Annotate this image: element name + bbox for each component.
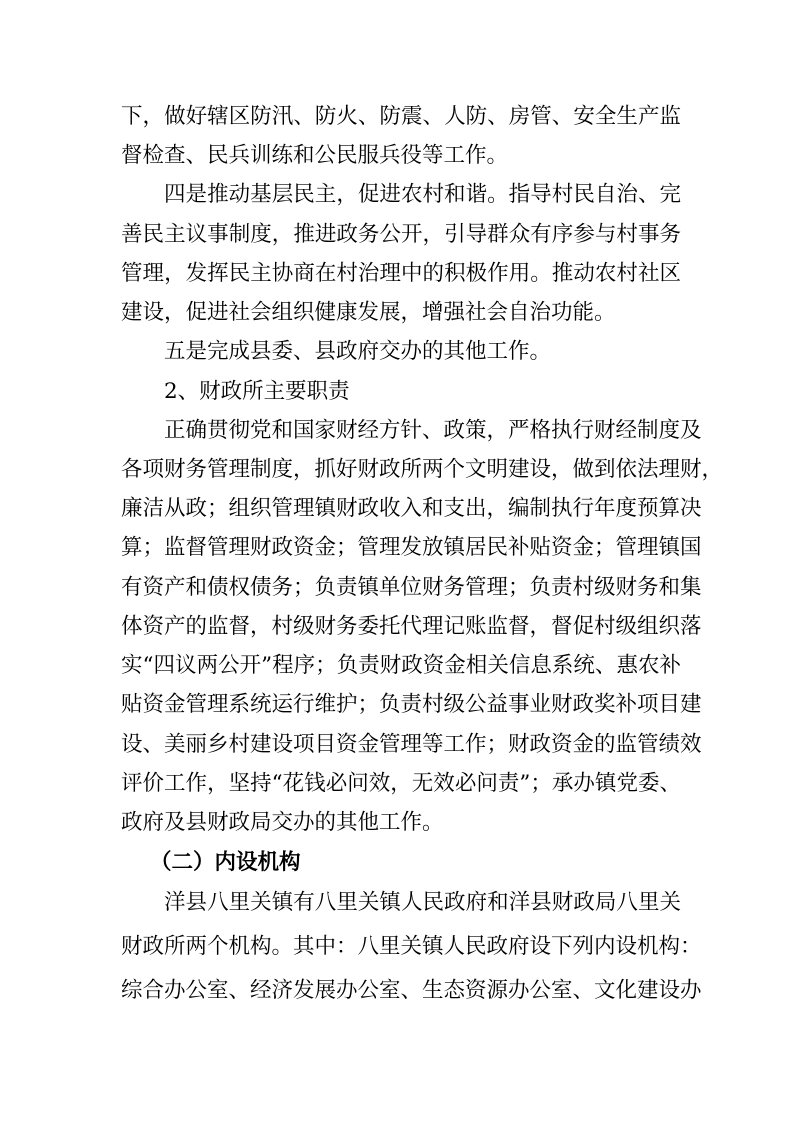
text-line-5: 管理，发挥民主协商在村治理中的积极作用。推动农村社区 (121, 261, 681, 286)
text-line-14: 体资产的监督，村级财务委托代理记账监督，督促村级组织落 (121, 614, 702, 639)
text-line-11: 廉洁从政；组织管理镇财政收入和支出，编制执行年度预算决 (121, 496, 702, 521)
text-line-18: 评价工作，坚持“花钱必问效，无效必问责”；承办镇党委、 (121, 771, 681, 796)
text-line-4: 善民主议事制度，推进政务公开，引导群众有序参与村事务 (121, 222, 681, 247)
text-line-13: 有资产和债权债务；负责镇单位财务管理；负责村级财务和集 (121, 575, 702, 600)
text-line-21: 洋县八里关镇有八里关镇人民政府和洋县财政局八里关 (164, 890, 681, 915)
text-line-12: 算；监督管理财政资金；管理发放镇居民补贴资金；管理镇国 (121, 535, 702, 560)
text-line-9: 正确贯彻党和国家财经方针、政策，严格执行财经制度及 (164, 418, 702, 443)
text-line-3: 四是推动基层民主，促进农村和谐。指导村民自治、完 (164, 182, 681, 207)
text-line-17: 设、美丽乡村建设项目资金管理等工作；财政资金的监管绩效 (121, 732, 702, 757)
text-line-6: 建设，促进社会组织健康发展，增强社会自治功能。 (121, 300, 616, 325)
text-line-15: 实“四议两公开”程序；负责财政资金相关信息系统、惠农补 (121, 653, 681, 678)
section-heading-finance-duties: 2、财政所主要职责 (164, 379, 350, 404)
text-line-10: 各项财务管理制度，抓好财政所两个文明建设，做到依法理财， (121, 457, 724, 482)
text-line-1: 下，做好辖区防汛、防火、防震、人防、房管、安全生产监 (121, 104, 681, 129)
section-heading-internal-institutions: （二）内设机构 (150, 850, 301, 875)
text-line-2: 督检查、民兵训练和公民服兵役等工作。 (121, 143, 509, 168)
text-line-7: 五是完成县委、县政府交办的其他工作。 (164, 339, 552, 364)
text-line-16: 贴资金管理系统运行维护；负责村级公益事业财政奖补项目建 (121, 692, 702, 717)
text-line-19: 政府及县财政局交办的其他工作。 (121, 810, 444, 835)
text-line-23: 综合办公室、经济发展办公室、生态资源办公室、文化建设办 (121, 978, 702, 1003)
text-line-22: 财政所两个机构。其中：八里关镇人民政府设下列内设机构： (121, 934, 702, 959)
